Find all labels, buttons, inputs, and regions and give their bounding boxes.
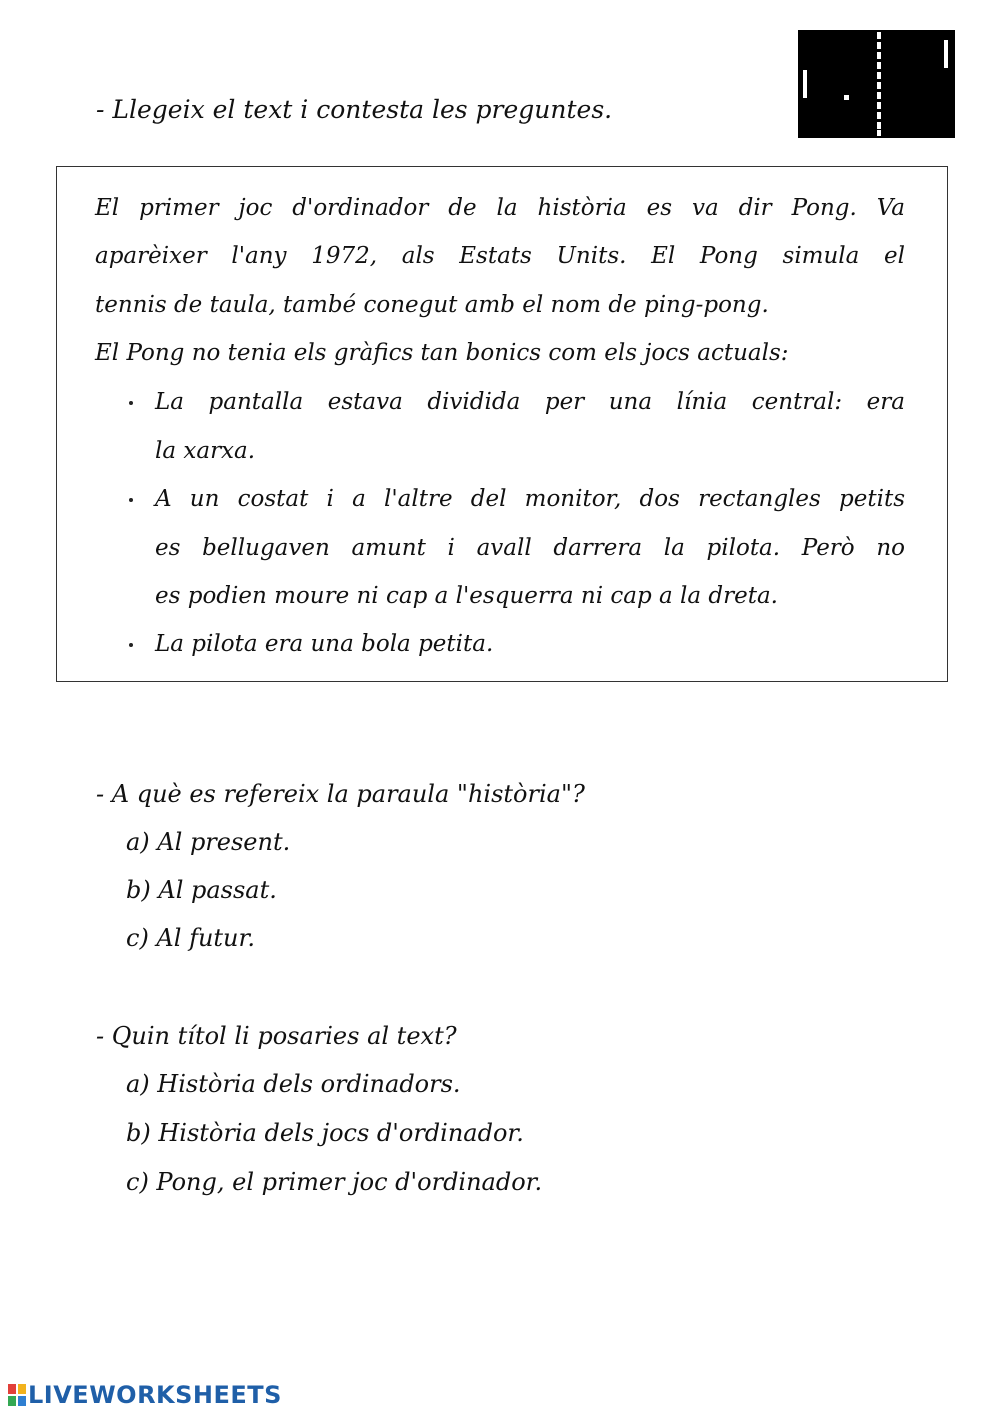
question-2-option-c[interactable]: c) Pong, el primer joc d'ordinador. xyxy=(126,1168,543,1196)
pong-net-segment xyxy=(877,122,881,129)
right-paddle xyxy=(944,40,948,68)
pong-net-segment xyxy=(877,32,881,39)
pong-net-segment xyxy=(877,62,881,69)
question-2-option-b[interactable]: b) Història dels jocs d'ordinador. xyxy=(126,1119,524,1147)
reading-line: tennis de taula, també conegut amb el nom de ping-pong. xyxy=(95,292,769,318)
question-1-option-b[interactable]: b) Al passat. xyxy=(126,876,277,904)
pong-game-icon xyxy=(798,30,955,138)
pong-net-segment xyxy=(877,42,881,49)
reading-line: aparèixer l'any 1972, als Estats Units. El Pong simula el xyxy=(95,243,905,269)
pong-net-segment xyxy=(877,92,881,99)
reading-line: El primer joc d'ordinador de la història es va dir Pong. Va xyxy=(95,195,905,221)
bullet-dot xyxy=(129,401,133,405)
question-1-option-c[interactable]: c) Al futur. xyxy=(126,924,255,952)
pong-net-segment xyxy=(877,112,881,119)
question-2-stem: - Quin títol li posaries al text? xyxy=(96,1022,457,1050)
bullet-dot xyxy=(129,643,133,647)
pong-net-segment xyxy=(877,130,881,136)
reading-text-box xyxy=(56,166,948,682)
bullet-line: es podien moure ni cap a l'esquerra ni cap a la dreta. xyxy=(155,583,778,609)
pong-game-image xyxy=(798,30,955,138)
worksheet-instruction: - Llegeix el text i contesta les preguntes. xyxy=(96,95,613,124)
bullet-line: La pantalla estava dividida per una línia central: era xyxy=(155,389,905,415)
question-1-stem: - A què es refereix la paraula "història"? xyxy=(96,780,585,808)
bullet-line: es bellugaven amunt i avall darrera la pilota. Però no xyxy=(155,535,905,561)
pong-ball xyxy=(844,95,849,100)
reading-line: El Pong no tenia els gràfics tan bonics com els jocs actuals: xyxy=(95,340,789,366)
bullet-line: A un costat i a l'altre del monitor, dos rectangles petits xyxy=(155,486,905,512)
liveworksheets-logo xyxy=(8,1382,282,1408)
pong-net-segment xyxy=(877,102,881,109)
left-paddle xyxy=(803,70,807,98)
liveworksheets-mark-icon xyxy=(8,1384,26,1406)
pong-net-segment xyxy=(877,52,881,59)
question-1-option-a[interactable]: a) Al present. xyxy=(126,828,291,856)
bullet-line: la xarxa. xyxy=(155,438,256,464)
question-2-option-a[interactable]: a) Història dels ordinadors. xyxy=(126,1070,461,1098)
bullet-dot xyxy=(129,498,133,502)
pong-net-segment xyxy=(877,72,881,79)
bullet-line: La pilota era una bola petita. xyxy=(155,631,494,657)
liveworksheets-brand-text: LIVEWORKSHEETS xyxy=(28,1381,282,1409)
pong-net-segment xyxy=(877,82,881,89)
